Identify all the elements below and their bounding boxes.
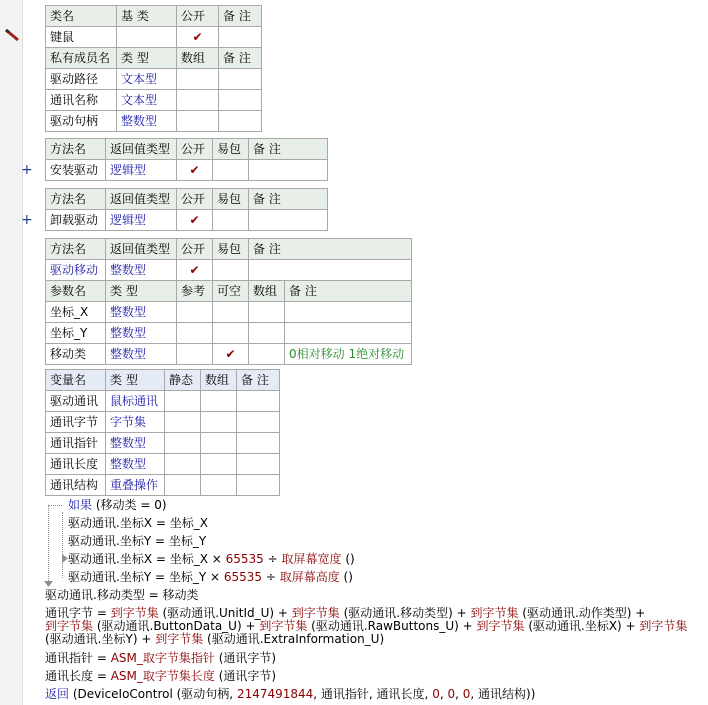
method-name[interactable]: 卸载驱动: [46, 210, 106, 231]
header-return-type: 返回值类型: [106, 189, 177, 210]
easy-pack-cell[interactable]: [213, 160, 249, 181]
code-line[interactable]: 通讯字节 = 到字节集 (驱动通讯.UnitId_U) + 到字节集 (驱动通讯.移动类型) + 到字节集 (驱动通讯.动作类型) +: [45, 606, 646, 620]
method-name[interactable]: 安装驱动: [46, 160, 106, 181]
var-type[interactable]: 字节集: [106, 412, 165, 433]
member-type[interactable]: 整数型: [117, 111, 177, 132]
header-method-name: 方法名: [46, 139, 106, 160]
header-note: 备 注: [249, 139, 328, 160]
var-array[interactable]: [201, 475, 237, 496]
header-easy-pack: 易包: [213, 239, 249, 260]
member-type[interactable]: 文本型: [117, 90, 177, 111]
header-member-type: 类 型: [117, 48, 177, 69]
header-member-note: 备 注: [219, 48, 262, 69]
param-ref[interactable]: [177, 323, 213, 344]
var-row: [46, 412, 280, 433]
nullable-check-icon[interactable]: ✔: [213, 344, 249, 365]
param-name[interactable]: 移动类: [46, 344, 106, 365]
var-type[interactable]: 整数型: [106, 433, 165, 454]
member-row: [46, 111, 262, 132]
member-array[interactable]: [177, 111, 219, 132]
code-line[interactable]: 驱动通讯.移动类型 = 移动类: [45, 588, 199, 602]
member-note[interactable]: [219, 90, 262, 111]
var-array[interactable]: [201, 391, 237, 412]
code-line[interactable]: 驱动通讯.坐标X = 坐标_X × 65535 ÷ 取屏幕宽度 (): [68, 552, 355, 566]
header-var-note: 备 注: [237, 370, 280, 391]
header-param-name: 参数名: [46, 281, 106, 302]
param-ref[interactable]: [177, 344, 213, 365]
code-line[interactable]: 到字节集 (驱动通讯.ButtonData_U) + 到字节集 (驱动通讯.RawButtons_U) + 到字节集 (驱动通讯.坐标X) + 到字节集: [45, 619, 688, 633]
public-check-icon[interactable]: ✔: [177, 210, 213, 231]
member-name[interactable]: 驱动路径: [46, 69, 117, 90]
method-table-move: [45, 238, 412, 365]
header-method-name: 方法名: [46, 239, 106, 260]
var-name[interactable]: 通讯指针: [46, 433, 106, 454]
header-var-array: 数组: [201, 370, 237, 391]
header-param-type: 类 型: [106, 281, 177, 302]
member-note[interactable]: [219, 111, 262, 132]
method-table-uninstall: [45, 188, 328, 231]
header-note: 备 注: [249, 189, 328, 210]
flow-arrow-icon: [44, 581, 53, 587]
param-row: [46, 302, 412, 323]
var-type[interactable]: 鼠标通讯: [106, 391, 165, 412]
header-easy-pack: 易包: [213, 139, 249, 160]
param-name[interactable]: 坐标_Y: [46, 323, 106, 344]
member-name[interactable]: 驱动句柄: [46, 111, 117, 132]
flow-guide: [48, 505, 62, 506]
var-row: [46, 433, 280, 454]
local-var-table: [45, 369, 280, 496]
header-easy-pack: 易包: [213, 189, 249, 210]
param-ref[interactable]: [177, 302, 213, 323]
header-param-ref: 参考: [177, 281, 213, 302]
param-array[interactable]: [249, 323, 285, 344]
header-note: 备 注: [249, 239, 412, 260]
member-row: [46, 69, 262, 90]
var-array[interactable]: [201, 412, 237, 433]
method-return-type[interactable]: 整数型: [106, 260, 177, 281]
param-array[interactable]: [249, 344, 285, 365]
var-static[interactable]: [165, 412, 201, 433]
member-note[interactable]: [219, 69, 262, 90]
header-param-note: 备 注: [285, 281, 412, 302]
header-member-name: 私有成员名: [46, 48, 117, 69]
easy-pack-cell[interactable]: [213, 260, 249, 281]
class-name-cell[interactable]: 键鼠: [46, 27, 117, 48]
param-type[interactable]: 整数型: [106, 323, 177, 344]
header-param-array: 数组: [249, 281, 285, 302]
method-return-type[interactable]: 逻辑型: [106, 210, 177, 231]
method-note[interactable]: [249, 210, 328, 231]
var-row: [46, 391, 280, 412]
header-public: 公开: [177, 239, 213, 260]
code-line[interactable]: 通讯指针 = ASM_取字节集指针 (通讯字节): [45, 651, 277, 665]
method-note[interactable]: [249, 260, 412, 281]
header-note: 备 注: [219, 6, 262, 27]
code-line[interactable]: (驱动通讯.坐标Y) + 到字节集 (驱动通讯.ExtraInformation_U): [45, 632, 385, 646]
header-method-name: 方法名: [46, 189, 106, 210]
header-param-nullable: 可空: [213, 281, 249, 302]
var-static[interactable]: [165, 475, 201, 496]
var-type[interactable]: 重叠操作: [106, 475, 165, 496]
param-nullable[interactable]: [213, 323, 249, 344]
var-note[interactable]: [237, 433, 280, 454]
var-note[interactable]: [237, 454, 280, 475]
if-keyword: 如果: [68, 498, 93, 512]
var-name[interactable]: 通讯字节: [46, 412, 106, 433]
method-table-install: [45, 138, 328, 181]
code-line-if[interactable]: 如果 (移动类 = 0): [68, 498, 167, 512]
public-check-icon[interactable]: ✔: [177, 260, 213, 281]
code-line[interactable]: 通讯长度 = ASM_取字节集长度 (通讯字节): [45, 669, 277, 683]
expand-plus-icon[interactable]: +: [21, 162, 33, 178]
var-array[interactable]: [201, 433, 237, 454]
public-check-icon[interactable]: ✔: [177, 160, 213, 181]
code-line-return[interactable]: 返回 (DeviceIoControl (驱动句柄, 2147491844, 通讯指针, 通讯长度, 0, 0, 0, 通讯结构)): [45, 687, 536, 701]
header-var-static: 静态: [165, 370, 201, 391]
param-note[interactable]: [285, 302, 412, 323]
var-row: [46, 454, 280, 475]
header-return-type: 返回值类型: [106, 239, 177, 260]
member-array[interactable]: [177, 90, 219, 111]
header-base-class: 基 类: [117, 6, 177, 27]
class-note-cell[interactable]: [219, 27, 262, 48]
param-name[interactable]: 坐标_X: [46, 302, 106, 323]
code-line[interactable]: 驱动通讯.坐标Y = 坐标_Y: [68, 534, 207, 548]
param-type[interactable]: 整数型: [106, 302, 177, 323]
expand-plus-icon[interactable]: +: [21, 212, 33, 228]
code-line[interactable]: 驱动通讯.坐标Y = 坐标_Y × 65535 ÷ 取屏幕高度 (): [68, 570, 353, 584]
header-member-array: 数组: [177, 48, 219, 69]
param-type[interactable]: 整数型: [106, 344, 177, 365]
header-public: 公开: [177, 189, 213, 210]
member-array[interactable]: [177, 69, 219, 90]
param-note[interactable]: [285, 323, 412, 344]
public-check-icon[interactable]: ✔: [177, 27, 219, 48]
var-note[interactable]: [237, 475, 280, 496]
param-row: [46, 344, 412, 365]
flow-guide: [48, 505, 49, 585]
var-note[interactable]: [237, 391, 280, 412]
easy-pack-cell[interactable]: [213, 210, 249, 231]
var-note[interactable]: [237, 412, 280, 433]
var-static[interactable]: [165, 454, 201, 475]
method-return-type[interactable]: 逻辑型: [106, 160, 177, 181]
method-note[interactable]: [249, 160, 328, 181]
var-type[interactable]: 整数型: [106, 454, 165, 475]
header-public: 公开: [177, 139, 213, 160]
param-array[interactable]: [249, 302, 285, 323]
editor-gutter: [0, 0, 23, 705]
var-name[interactable]: 通讯结构: [46, 475, 106, 496]
return-keyword: 返回: [45, 687, 70, 701]
code-line[interactable]: 驱动通讯.坐标X = 坐标_X: [68, 516, 208, 530]
var-row: [46, 475, 280, 496]
header-return-type: 返回值类型: [106, 139, 177, 160]
member-row: [46, 90, 262, 111]
header-public: 公开: [177, 6, 219, 27]
flow-guide: [62, 512, 63, 578]
base-class-cell[interactable]: [117, 27, 177, 48]
header-var-type: 类 型: [106, 370, 165, 391]
var-array[interactable]: [201, 454, 237, 475]
member-name[interactable]: 通讯名称: [46, 90, 117, 111]
param-nullable[interactable]: [213, 302, 249, 323]
param-row: [46, 323, 412, 344]
var-static[interactable]: [165, 433, 201, 454]
var-name[interactable]: 驱动通讯: [46, 391, 106, 412]
var-static[interactable]: [165, 391, 201, 412]
header-var-name: 变量名: [46, 370, 106, 391]
member-type[interactable]: 文本型: [117, 69, 177, 90]
class-table: [45, 5, 262, 132]
header-class-name: 类名: [46, 6, 117, 27]
method-name[interactable]: 驱动移动: [46, 260, 106, 281]
pencil-icon: [4, 28, 20, 42]
param-note[interactable]: 0相对移动 1绝对移动: [285, 344, 412, 365]
var-name[interactable]: 通讯长度: [46, 454, 106, 475]
